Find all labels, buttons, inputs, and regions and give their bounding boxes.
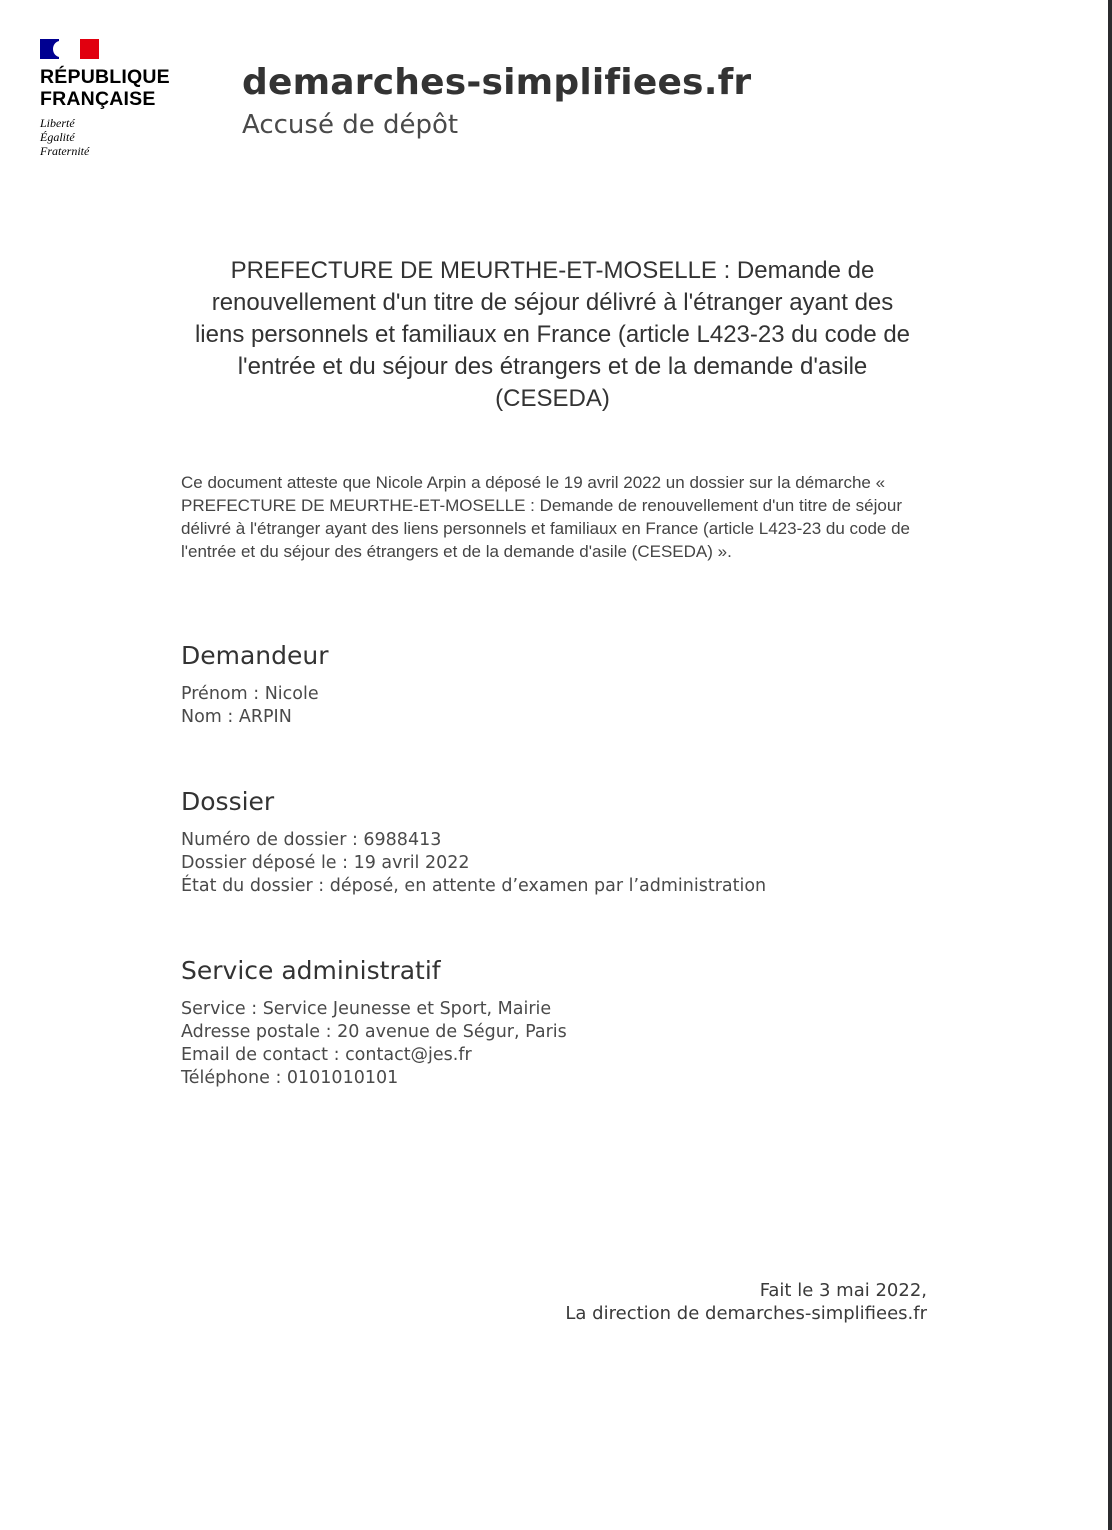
field-date-depot: Dossier déposé le : 19 avril 2022 [181,853,470,873]
signature-date: Fait le 3 mai 2022, [759,1280,927,1301]
field-prenom: Prénom : Nicole [181,684,319,704]
logo-motto [40,116,180,158]
document-subtitle: Accusé de dépôt [242,110,459,140]
section-title: Demandeur [181,641,329,670]
motto-egalite: Égalité [40,130,75,144]
attestation-paragraph: Ce document atteste que Nicole Arpin a déposé le 19 avril 2022 un dossier sur la démarche « PREFECTURE DE MEURTHE-ET-MOSELLE : Demande de renouvellement d'un titre de séjour délivré à l'étranger ayant des liens personnels et familiaux en France (article L423-23 du code de l'entrée et du séjour des étrangers et de la demande d'asile (CESEDA) ». [181,473,910,561]
field-nom: Nom : ARPIN [181,707,292,727]
field-telephone: Téléphone : 0101010101 [181,1068,399,1088]
section-service-administratif [181,956,567,1090]
french-flag-icon [40,39,99,59]
logo-line-2: FRANÇAISE [40,88,156,110]
field-adresse: Adresse postale : 20 avenue de Ségur, Paris [181,1022,567,1042]
field-etat-dossier: État du dossier : déposé, en attente d’examen par l’administration [181,876,767,896]
republique-francaise-logo [40,39,180,158]
logo-text [40,66,180,110]
field-service: Service : Service Jeunesse et Sport, Mairie [181,999,552,1019]
motto-fraternite: Fraternité [40,144,90,158]
signature-block [565,1279,927,1325]
section-demandeur [181,641,329,729]
field-numero-dossier: Numéro de dossier : 6988413 [181,830,442,850]
page-edge-border [1108,0,1112,1530]
procedure-title: PREFECTURE DE MEURTHE-ET-MOSELLE : Demande de renouvellement d'un titre de séjour délivré à l'étranger ayant des liens personnels et familiaux en France (article L423-23 du code de l'entrée et du séjour des étrangers et de la demande d'asile (CESEDA) [194,257,911,412]
signature-signer: La direction de demarches-simplifiees.fr [565,1303,927,1324]
section-title: Service administratif [181,956,441,985]
logo-line-1: RÉPUBLIQUE [40,66,170,88]
site-title: demarches-simplifiees.fr [242,62,752,103]
field-email: Email de contact : contact@jes.fr [181,1045,472,1065]
section-dossier [181,787,766,898]
section-title: Dossier [181,787,275,816]
motto-liberte: Liberté [40,116,75,130]
